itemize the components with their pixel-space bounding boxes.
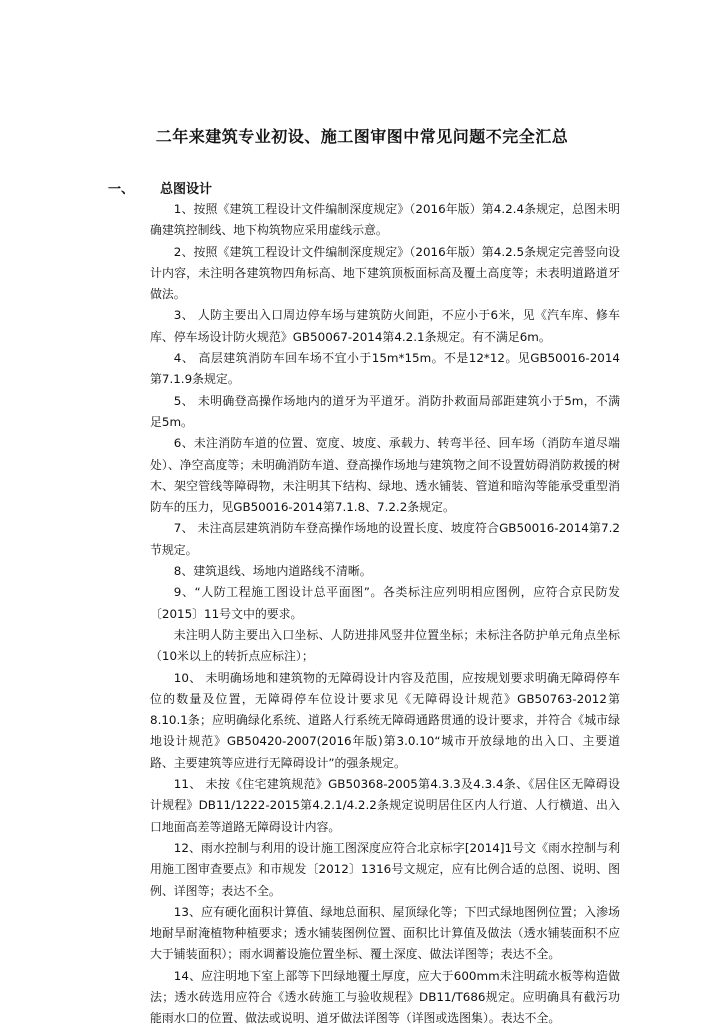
- paragraph-14: 14、应注明地下室上部等下凹绿地覆土厚度，应大于600mm未注明疏水板等构造做法；透水砖选用应符合《透水砖施工与验收规程》DB11/T686规定。应明确具有截污功能雨水口的位置、做法或说明、道牙做法详图等（详图或选图集）。表达不全。: [150, 968, 620, 1026]
- section-number: 一、: [108, 182, 135, 197]
- paragraph-6: 6、未注消防车道的位置、宽度、坡度、承载力、转弯半径、回车场（消防车道尽端处）、净空高度等；未明确消防车道、登高操作场地与建筑物之间不设置妨碍消防救援的树木、架空管线等障碍物，未注明其下结构、绿地、透水铺装、管道和暗沟等能承受重型消防车的压力，见GB50016-2014第7.1.8、7.2.2条规定。: [150, 436, 620, 515]
- section-title: 总图设计: [160, 182, 213, 197]
- paragraph-13: 13、应有硬化面积计算值、绿地总面积、屋顶绿化等；下凹式绿地图例位置；入渗场地耐旱耐淹植物种植要求；透水铺装图例位置、面积比计算值及做法（透水铺装面积不应大于铺装面积）；雨水调蓄设施位置坐标、覆土深度、做法详图等；表达不全。: [150, 904, 620, 962]
- paragraph-5: 5、 未明确登高操作场地内的道牙为平道牙。消防扑救面局部距建筑小于5m，不满足5m。: [150, 393, 620, 429]
- paragraph-2: 2、按照《建筑工程设计文件编制深度规定》（2016年版）第4.2.5条规定完善竖向设计内容，未注明各建筑物四角标高、地下建筑顶板面标高及覆土高度等；未表明道路道牙做法。: [150, 244, 620, 302]
- document-title: 二年来建筑专业初设、施工图审图中常见问题不完全汇总: [155, 127, 569, 146]
- section-heading: [108, 178, 212, 197]
- paragraph-9-note: 未注明人防主要出入口坐标、人防进排风竖井位置坐标；未标注各防护单元角点坐标（10米以上的转折点应标注）；: [150, 627, 620, 664]
- section-body: [150, 199, 620, 1030]
- paragraph-1: 1、按照《建筑工程设计文件编制深度规定》（2016年版）第4.2.4条规定，总图未明确建筑控制线、地下构筑物应采用虚线示意。: [150, 202, 620, 238]
- paragraph-7: 7、 未注高层建筑消防车登高操作场地的设置长度、坡度符合GB50016-2014第7.2节规定。: [150, 521, 620, 557]
- paragraph-10: 10、 未明确场地和建筑物的无障碍设计内容及范围，应按规划要求明确无障碍停车位的数量及位置，无障碍停车位设计要求见《无障碍设计规范》GB50763-2012第8.10.1条；应明确绿化系统、道路人行系统无障碍通路贯通的设计要求，并符合《城市绿地设计规范》GB50420-2007(2016年版)第3.0.10“城市开放绿地的出入口、主要道路、主要建筑等应进行无障碍设计”的强条规定。: [150, 670, 620, 770]
- paragraph-12: 12、雨水控制与利用的设计施工图深度应符合北京标字[2014]1号文《雨水控制与利用施工图审查要点》和市规发〔2012〕1316号文规定，应有比例合适的总图、说明、图例、详图等；表达不全。: [150, 840, 620, 898]
- paragraph-9: 9、“人防工程施工图设计总平面图”。各类标注应列明相应图例，应符合京民防发〔2015〕11号文中的要求。: [150, 585, 620, 621]
- paragraph-4: 4、 高层建筑消防车回车场不宜小于15m*15m。不是12*12。见GB50016-2014第7.1.9条规定。: [150, 351, 620, 387]
- paragraph-8: 8、建筑退线、场地内道路线不清晰。: [173, 564, 372, 579]
- paragraph-11: 11、 未按《住宅建筑规范》GB50368-2005第4.3.3及4.3.4条、《居住区无障碍设计规程》DB11/1222-2015第4.2.1/4.2.2条规定说明居住区内人行道、人行横道、出入口地面高差等道路无障碍设计内容。: [150, 777, 620, 834]
- paragraph-3: 3、 人防主要出入口周边停车场与建筑防火间距，不应小于6米，见《汽车库、修车库、停车场设计防火规范》GB50067-2014第4.2.1条规定。有不满足6m。: [150, 308, 620, 344]
